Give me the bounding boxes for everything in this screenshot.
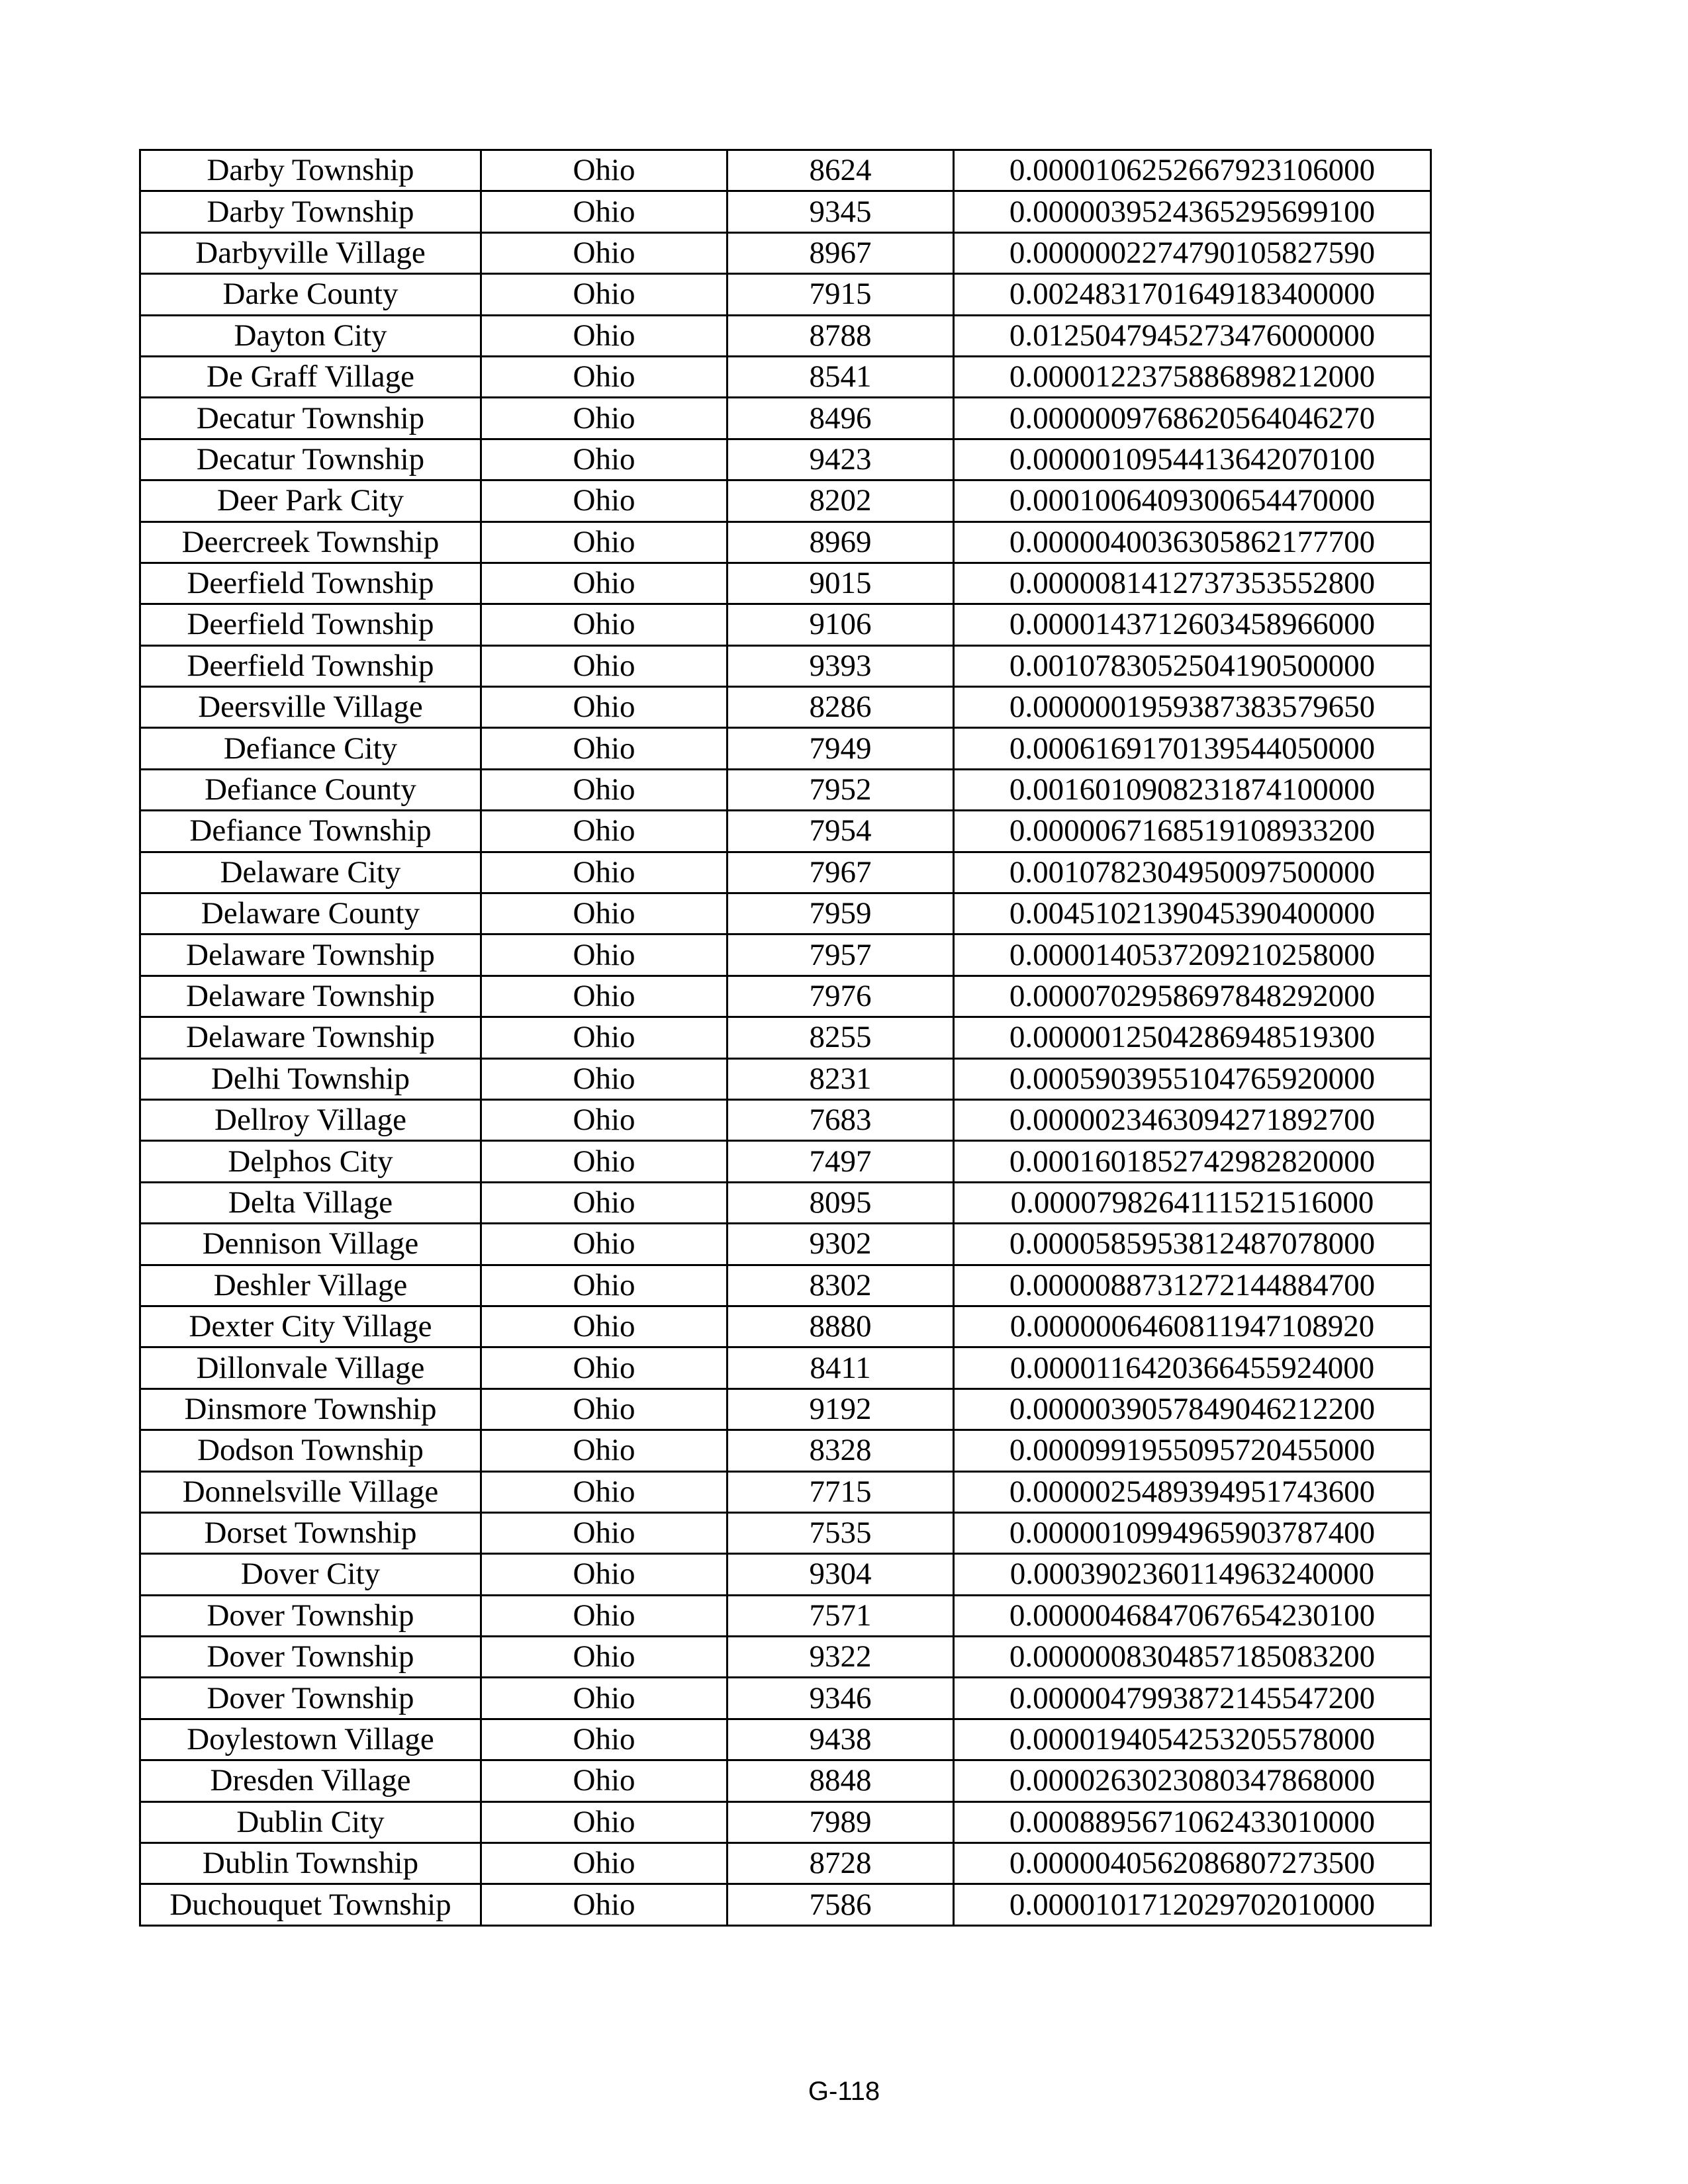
entity-name-cell: Darke County xyxy=(140,274,481,315)
entity-name-cell: Dellroy Village xyxy=(140,1099,481,1140)
table-row xyxy=(140,356,1431,397)
code-cell: 7497 xyxy=(727,1141,954,1182)
entity-name-cell: Dover City xyxy=(140,1554,481,1595)
code-cell: 8624 xyxy=(727,150,954,191)
state-cell: Ohio xyxy=(481,1430,727,1471)
percentage-cell: 0.0010783052504190500000 xyxy=(954,645,1431,686)
table-row xyxy=(140,604,1431,645)
code-cell: 7535 xyxy=(727,1512,954,1553)
table-row xyxy=(140,645,1431,686)
percentage-cell: 0.0000010954413642070100 xyxy=(954,439,1431,480)
code-cell: 8328 xyxy=(727,1430,954,1471)
percentage-cell: 0.0000001959387383579650 xyxy=(954,687,1431,728)
table-row xyxy=(140,1595,1431,1636)
state-cell: Ohio xyxy=(481,645,727,686)
code-cell: 8788 xyxy=(727,315,954,356)
state-cell: Ohio xyxy=(481,1760,727,1801)
code-cell: 8411 xyxy=(727,1347,954,1388)
state-cell: Ohio xyxy=(481,976,727,1017)
table-row xyxy=(140,480,1431,522)
state-cell: Ohio xyxy=(481,769,727,810)
entity-name-cell: Delta Village xyxy=(140,1182,481,1223)
table-row xyxy=(140,439,1431,480)
entity-name-cell: Dennison Village xyxy=(140,1224,481,1265)
percentage-cell: 0.0000047993872145547200 xyxy=(954,1678,1431,1719)
state-cell: Ohio xyxy=(481,687,727,728)
entity-name-cell: Duchouquet Township xyxy=(140,1884,481,1925)
code-cell: 9015 xyxy=(727,563,954,604)
percentage-cell: 0.0125047945273476000000 xyxy=(954,315,1431,356)
entity-name-cell: Dorset Township xyxy=(140,1512,481,1553)
table-row xyxy=(140,1347,1431,1388)
state-cell: Ohio xyxy=(481,1141,727,1182)
state-cell: Ohio xyxy=(481,1554,727,1595)
entity-name-cell: Deshler Village xyxy=(140,1265,481,1306)
table-row xyxy=(140,1430,1431,1471)
code-cell: 9346 xyxy=(727,1678,954,1719)
entity-name-cell: Defiance Township xyxy=(140,811,481,852)
state-cell: Ohio xyxy=(481,1678,727,1719)
percentage-cell: 0.0000067168519108933200 xyxy=(954,811,1431,852)
state-cell: Ohio xyxy=(481,1801,727,1843)
table-row xyxy=(140,232,1431,273)
percentage-cell: 0.0000585953812487078000 xyxy=(954,1224,1431,1265)
percentage-cell: 0.0024831701649183400000 xyxy=(954,274,1431,315)
percentage-cell: 0.0000006460811947108920 xyxy=(954,1306,1431,1347)
percentage-cell: 0.0000009768620564046270 xyxy=(954,398,1431,439)
percentage-cell: 0.0000143712603458966000 xyxy=(954,604,1431,645)
table-row xyxy=(140,1224,1431,1265)
state-cell: Ohio xyxy=(481,1843,727,1884)
table-row xyxy=(140,150,1431,191)
code-cell: 7967 xyxy=(727,852,954,893)
code-cell: 8255 xyxy=(727,1017,954,1058)
table-row xyxy=(140,728,1431,769)
table-row xyxy=(140,1678,1431,1719)
entity-name-cell: Dillonvale Village xyxy=(140,1347,481,1388)
code-cell: 9106 xyxy=(727,604,954,645)
code-cell: 7571 xyxy=(727,1595,954,1636)
entity-name-cell: Deerfield Township xyxy=(140,563,481,604)
entity-name-cell: Delaware Township xyxy=(140,934,481,976)
code-cell: 8286 xyxy=(727,687,954,728)
code-cell: 7949 xyxy=(727,728,954,769)
percentage-cell: 0.0000122375886898212000 xyxy=(954,356,1431,397)
code-cell: 9345 xyxy=(727,191,954,232)
percentage-cell: 0.0000008304857185083200 xyxy=(954,1637,1431,1678)
table-row xyxy=(140,522,1431,563)
state-cell: Ohio xyxy=(481,1224,727,1265)
table-row xyxy=(140,1554,1431,1595)
percentage-cell: 0.0000991955095720455000 xyxy=(954,1430,1431,1471)
entity-name-cell: Dodson Township xyxy=(140,1430,481,1471)
table-row xyxy=(140,1306,1431,1347)
code-cell: 8728 xyxy=(727,1843,954,1884)
state-cell: Ohio xyxy=(481,1347,727,1388)
table-row xyxy=(140,976,1431,1017)
percentage-cell: 0.0000046847067654230100 xyxy=(954,1595,1431,1636)
code-cell: 8202 xyxy=(727,480,954,522)
entity-name-cell: Decatur Township xyxy=(140,439,481,480)
code-cell: 8848 xyxy=(727,1760,954,1801)
entity-name-cell: Dayton City xyxy=(140,315,481,356)
state-cell: Ohio xyxy=(481,398,727,439)
state-cell: Ohio xyxy=(481,1512,727,1553)
state-cell: Ohio xyxy=(481,439,727,480)
percentage-cell: 0.0016010908231874100000 xyxy=(954,769,1431,810)
state-cell: Ohio xyxy=(481,1719,727,1760)
state-cell: Ohio xyxy=(481,522,727,563)
code-cell: 8969 xyxy=(727,522,954,563)
state-cell: Ohio xyxy=(481,191,727,232)
table-row xyxy=(140,811,1431,852)
entity-name-cell: Dover Township xyxy=(140,1637,481,1678)
table-row xyxy=(140,1017,1431,1058)
percentage-cell: 0.0000012504286948519300 xyxy=(954,1017,1431,1058)
code-cell: 9438 xyxy=(727,1719,954,1760)
entity-name-cell: Deerfield Township xyxy=(140,645,481,686)
code-cell: 7683 xyxy=(727,1099,954,1140)
table-row xyxy=(140,687,1431,728)
entity-name-cell: Dover Township xyxy=(140,1595,481,1636)
state-cell: Ohio xyxy=(481,356,727,397)
state-cell: Ohio xyxy=(481,1306,727,1347)
entity-name-cell: Dublin Township xyxy=(140,1843,481,1884)
code-cell: 9302 xyxy=(727,1224,954,1265)
allocation-table xyxy=(139,149,1432,1927)
percentage-cell: 0.0000023463094271892700 xyxy=(954,1099,1431,1140)
percentage-cell: 0.0000263023080347868000 xyxy=(954,1760,1431,1801)
percentage-cell: 0.0000039524365295699100 xyxy=(954,191,1431,232)
table-row xyxy=(140,769,1431,810)
state-cell: Ohio xyxy=(481,1265,727,1306)
code-cell: 7954 xyxy=(727,811,954,852)
state-cell: Ohio xyxy=(481,1058,727,1099)
entity-name-cell: Dexter City Village xyxy=(140,1306,481,1347)
table-row xyxy=(140,274,1431,315)
entity-name-cell: Defiance County xyxy=(140,769,481,810)
percentage-cell: 0.0000101712029702010000 xyxy=(954,1884,1431,1925)
state-cell: Ohio xyxy=(481,1637,727,1678)
percentage-cell: 0.0000002274790105827590 xyxy=(954,232,1431,273)
state-cell: Ohio xyxy=(481,1884,727,1925)
code-cell: 7976 xyxy=(727,976,954,1017)
code-cell: 9393 xyxy=(727,645,954,686)
state-cell: Ohio xyxy=(481,1471,727,1512)
table-row xyxy=(140,1182,1431,1223)
percentage-cell: 0.0006169170139544050000 xyxy=(954,728,1431,769)
code-cell: 8095 xyxy=(727,1182,954,1223)
percentage-cell: 0.0000140537209210258000 xyxy=(954,934,1431,976)
page-number: G-118 xyxy=(808,2077,880,2106)
percentage-cell: 0.0000040562086807273500 xyxy=(954,1843,1431,1884)
code-cell: 8541 xyxy=(727,356,954,397)
table-row xyxy=(140,1512,1431,1553)
table-row xyxy=(140,893,1431,934)
percentage-cell: 0.0000194054253205578000 xyxy=(954,1719,1431,1760)
state-cell: Ohio xyxy=(481,811,727,852)
code-cell: 8496 xyxy=(727,398,954,439)
entity-name-cell: Doylestown Village xyxy=(140,1719,481,1760)
code-cell: 7915 xyxy=(727,274,954,315)
entity-name-cell: Delaware City xyxy=(140,852,481,893)
code-cell: 9304 xyxy=(727,1554,954,1595)
table-row xyxy=(140,398,1431,439)
state-cell: Ohio xyxy=(481,480,727,522)
code-cell: 7715 xyxy=(727,1471,954,1512)
table-row xyxy=(140,1388,1431,1430)
percentage-cell: 0.0010782304950097500000 xyxy=(954,852,1431,893)
percentage-cell: 0.0000039057849046212200 xyxy=(954,1388,1431,1430)
state-cell: Ohio xyxy=(481,1017,727,1058)
table-row xyxy=(140,1471,1431,1512)
entity-name-cell: Donnelsville Village xyxy=(140,1471,481,1512)
state-cell: Ohio xyxy=(481,893,727,934)
table-row xyxy=(140,563,1431,604)
percentage-cell: 0.0000116420366455924000 xyxy=(954,1347,1431,1388)
entity-name-cell: Dinsmore Township xyxy=(140,1388,481,1430)
entity-name-cell: Dresden Village xyxy=(140,1760,481,1801)
state-cell: Ohio xyxy=(481,150,727,191)
entity-name-cell: Deercreek Township xyxy=(140,522,481,563)
table-body xyxy=(140,150,1431,1926)
state-cell: Ohio xyxy=(481,315,727,356)
entity-name-cell: Delaware Township xyxy=(140,976,481,1017)
code-cell: 8967 xyxy=(727,232,954,273)
code-cell: 7959 xyxy=(727,893,954,934)
percentage-cell: 0.0000040036305862177700 xyxy=(954,522,1431,563)
entity-name-cell: Delaware Township xyxy=(140,1017,481,1058)
table-row xyxy=(140,1141,1431,1182)
entity-name-cell: Dublin City xyxy=(140,1801,481,1843)
percentage-cell: 0.0000798264111521516000 xyxy=(954,1182,1431,1223)
code-cell: 8880 xyxy=(727,1306,954,1347)
state-cell: Ohio xyxy=(481,934,727,976)
percentage-cell: 0.0000025489394951743600 xyxy=(954,1471,1431,1512)
entity-name-cell: Deer Park City xyxy=(140,480,481,522)
entity-name-cell: Darby Township xyxy=(140,191,481,232)
state-cell: Ohio xyxy=(481,852,727,893)
percentage-cell: 0.0001601852742982820000 xyxy=(954,1141,1431,1182)
code-cell: 9322 xyxy=(727,1637,954,1678)
state-cell: Ohio xyxy=(481,604,727,645)
state-cell: Ohio xyxy=(481,1595,727,1636)
table-row xyxy=(140,1884,1431,1925)
table-row xyxy=(140,1843,1431,1884)
code-cell: 8302 xyxy=(727,1265,954,1306)
code-cell: 9423 xyxy=(727,439,954,480)
entity-name-cell: Dover Township xyxy=(140,1678,481,1719)
state-cell: Ohio xyxy=(481,563,727,604)
table-row xyxy=(140,934,1431,976)
code-cell: 8231 xyxy=(727,1058,954,1099)
code-cell: 7586 xyxy=(727,1884,954,1925)
percentage-cell: 0.0000010994965903787400 xyxy=(954,1512,1431,1553)
percentage-cell: 0.0008895671062433010000 xyxy=(954,1801,1431,1843)
state-cell: Ohio xyxy=(481,274,727,315)
table-row xyxy=(140,1058,1431,1099)
table-row xyxy=(140,191,1431,232)
entity-name-cell: Darby Township xyxy=(140,150,481,191)
entity-name-cell: De Graff Village xyxy=(140,356,481,397)
state-cell: Ohio xyxy=(481,232,727,273)
table-row xyxy=(140,1099,1431,1140)
table-row xyxy=(140,1265,1431,1306)
percentage-cell: 0.0005903955104765920000 xyxy=(954,1058,1431,1099)
percentage-cell: 0.0003902360114963240000 xyxy=(954,1554,1431,1595)
entity-name-cell: Deersville Village xyxy=(140,687,481,728)
percentage-cell: 0.0000088731272144884700 xyxy=(954,1265,1431,1306)
state-cell: Ohio xyxy=(481,1099,727,1140)
state-cell: Ohio xyxy=(481,728,727,769)
table-row xyxy=(140,1719,1431,1760)
state-cell: Ohio xyxy=(481,1388,727,1430)
entity-name-cell: Deerfield Township xyxy=(140,604,481,645)
percentage-cell: 0.0000081412737353552800 xyxy=(954,563,1431,604)
entity-name-cell: Delaware County xyxy=(140,893,481,934)
entity-name-cell: Delhi Township xyxy=(140,1058,481,1099)
table-row xyxy=(140,315,1431,356)
entity-name-cell: Delphos City xyxy=(140,1141,481,1182)
table-row xyxy=(140,1637,1431,1678)
table-row xyxy=(140,852,1431,893)
code-cell: 7952 xyxy=(727,769,954,810)
entity-name-cell: Decatur Township xyxy=(140,398,481,439)
code-cell: 7957 xyxy=(727,934,954,976)
percentage-cell: 0.0001006409300654470000 xyxy=(954,480,1431,522)
entity-name-cell: Darbyville Village xyxy=(140,232,481,273)
table-row xyxy=(140,1801,1431,1843)
code-cell: 9192 xyxy=(727,1388,954,1430)
percentage-cell: 0.0000702958697848292000 xyxy=(954,976,1431,1017)
state-cell: Ohio xyxy=(481,1182,727,1223)
percentage-cell: 0.0000106252667923106000 xyxy=(954,150,1431,191)
entity-name-cell: Defiance City xyxy=(140,728,481,769)
percentage-cell: 0.0045102139045390400000 xyxy=(954,893,1431,934)
table-row xyxy=(140,1760,1431,1801)
code-cell: 7989 xyxy=(727,1801,954,1843)
